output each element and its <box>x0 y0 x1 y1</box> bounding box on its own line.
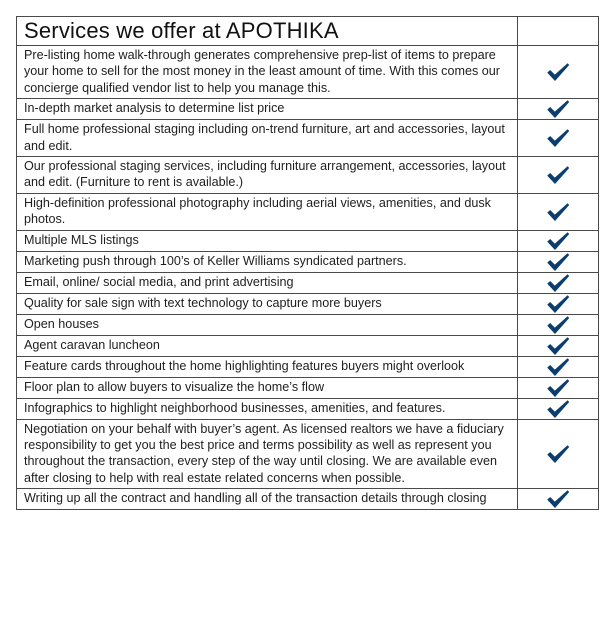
service-description: Email, online/ social media, and print advertising <box>17 272 518 293</box>
service-check-cell <box>518 251 599 272</box>
checkmark-icon <box>546 444 570 464</box>
services-table <box>16 16 599 510</box>
service-row <box>17 99 599 120</box>
service-row <box>17 230 599 251</box>
service-row <box>17 314 599 335</box>
service-description: Open houses <box>17 314 518 335</box>
service-row <box>17 46 599 99</box>
checkmark-icon <box>546 252 570 272</box>
services-table-body <box>17 17 599 510</box>
service-check-cell <box>518 356 599 377</box>
service-row <box>17 193 599 230</box>
service-row <box>17 251 599 272</box>
title-row <box>17 17 599 46</box>
service-description: Floor plan to allow buyers to visualize the home’s flow <box>17 377 518 398</box>
service-check-cell <box>518 120 599 157</box>
service-check-cell <box>518 419 599 489</box>
service-description: Multiple MLS listings <box>17 230 518 251</box>
service-description: Writing up all the contract and handling all of the transaction details through closing <box>17 489 518 510</box>
service-description: Negotiation on your behalf with buyer’s agent. As licensed realtors we have a fiduciary responsibility to get you the best price and terms possibility as well as represent you throughout the transaction, every step of the way until closing. We are available even after closing to help with real estate related concerns when possible. <box>17 419 518 489</box>
table-title: Services we offer at APOTHIKA <box>17 17 518 46</box>
service-row <box>17 489 599 510</box>
checkmark-icon <box>546 99 570 119</box>
checkmark-icon <box>546 315 570 335</box>
service-description: Agent caravan luncheon <box>17 335 518 356</box>
service-row <box>17 272 599 293</box>
service-description: Our professional staging services, including furniture arrangement, accessories, layout and edit. (Furniture to rent is available.) <box>17 157 518 194</box>
checkmark-icon <box>546 489 570 509</box>
checkmark-icon <box>546 273 570 293</box>
service-check-cell <box>518 99 599 120</box>
service-description: Feature cards throughout the home highlighting features buyers might overlook <box>17 356 518 377</box>
checkmark-icon <box>546 378 570 398</box>
service-row <box>17 356 599 377</box>
checkmark-icon <box>546 336 570 356</box>
service-check-cell <box>518 193 599 230</box>
service-description: High-definition professional photography including aerial views, amenities, and dusk photos. <box>17 193 518 230</box>
service-row <box>17 157 599 194</box>
service-row <box>17 293 599 314</box>
service-check-cell <box>518 489 599 510</box>
service-check-cell <box>518 46 599 99</box>
service-check-cell <box>518 293 599 314</box>
service-check-cell <box>518 398 599 419</box>
service-description: Marketing push through 100’s of Keller Williams syndicated partners. <box>17 251 518 272</box>
checkmark-icon <box>546 202 570 222</box>
checkmark-icon <box>546 165 570 185</box>
service-check-cell <box>518 157 599 194</box>
title-check-cell <box>518 17 599 46</box>
service-description: In-depth market analysis to determine list price <box>17 99 518 120</box>
checkmark-icon <box>546 357 570 377</box>
service-row <box>17 377 599 398</box>
service-check-cell <box>518 230 599 251</box>
service-row <box>17 398 599 419</box>
checkmark-icon <box>546 399 570 419</box>
service-row <box>17 335 599 356</box>
checkmark-icon <box>546 128 570 148</box>
service-description: Quality for sale sign with text technology to capture more buyers <box>17 293 518 314</box>
service-check-cell <box>518 272 599 293</box>
service-description: Full home professional staging including on-trend furniture, art and accessories, layout and edit. <box>17 120 518 157</box>
service-check-cell <box>518 335 599 356</box>
checkmark-icon <box>546 62 570 82</box>
service-check-cell <box>518 314 599 335</box>
service-description: Infographics to highlight neighborhood businesses, amenities, and features. <box>17 398 518 419</box>
service-check-cell <box>518 377 599 398</box>
service-row <box>17 120 599 157</box>
checkmark-icon <box>546 294 570 314</box>
service-description: Pre-listing home walk-through generates comprehensive prep-list of items to prepare your home to sell for the most money in the least amount of time. With this comes our concierge qualified vendor list to help you manage this. <box>17 46 518 99</box>
checkmark-icon <box>546 231 570 251</box>
service-row <box>17 419 599 489</box>
